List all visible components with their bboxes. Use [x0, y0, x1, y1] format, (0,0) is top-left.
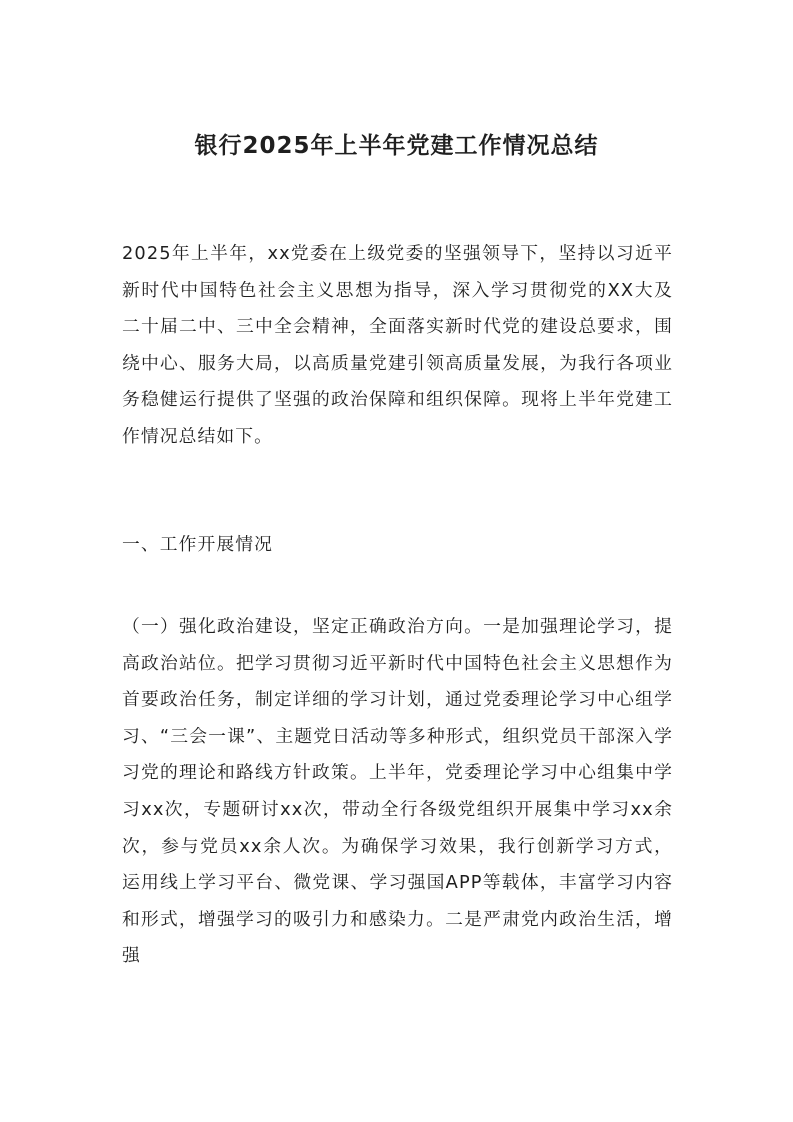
intro-paragraph: 2025年上半年，xx党委在上级党委的坚强领导下，坚持以习近平新时代中国特色社会主义思想为指导，深入学习贯彻党的XX大及二十届二中、三中全会精神，全面落实新时代党的建设总要求，围绕中心、服务大局，以高质量党建引领高质量发展，为我行各项业务稳健运行提供了坚强的政治保障和组织保障。现将上半年党建工作情况总结如下。	[122, 243, 673, 447]
section-heading: 一、工作开展情况	[122, 534, 274, 555]
section-paragraph: （一）强化政治建设，坚定正确政治方向。一是加强理论学习，提高政治站位。把学习贯彻习近平新时代中国特色社会主义思想作为首要政治任务，制定详细的学习计划，通过党委理论学习中心组学习、“三会一课”、主题党日活动等多种形式，组织党员干部深入学习党的理论和路线方针政策。上半年，党委理论学习中心组集中学习xx次，专题研讨xx次，带动全行各级党组织开展集中学习xx余次，参与党员xx余人次。为确保学习效果，我行创新学习方式，运用线上学习平台、微党课、学习强国APP等载体，丰富学习内容和形式，增强学习的吸引力和感染力。二是严肃党内政治生活，增强	[122, 616, 673, 967]
document-title: 银行2025年上半年党建工作情况总结	[194, 133, 599, 159]
